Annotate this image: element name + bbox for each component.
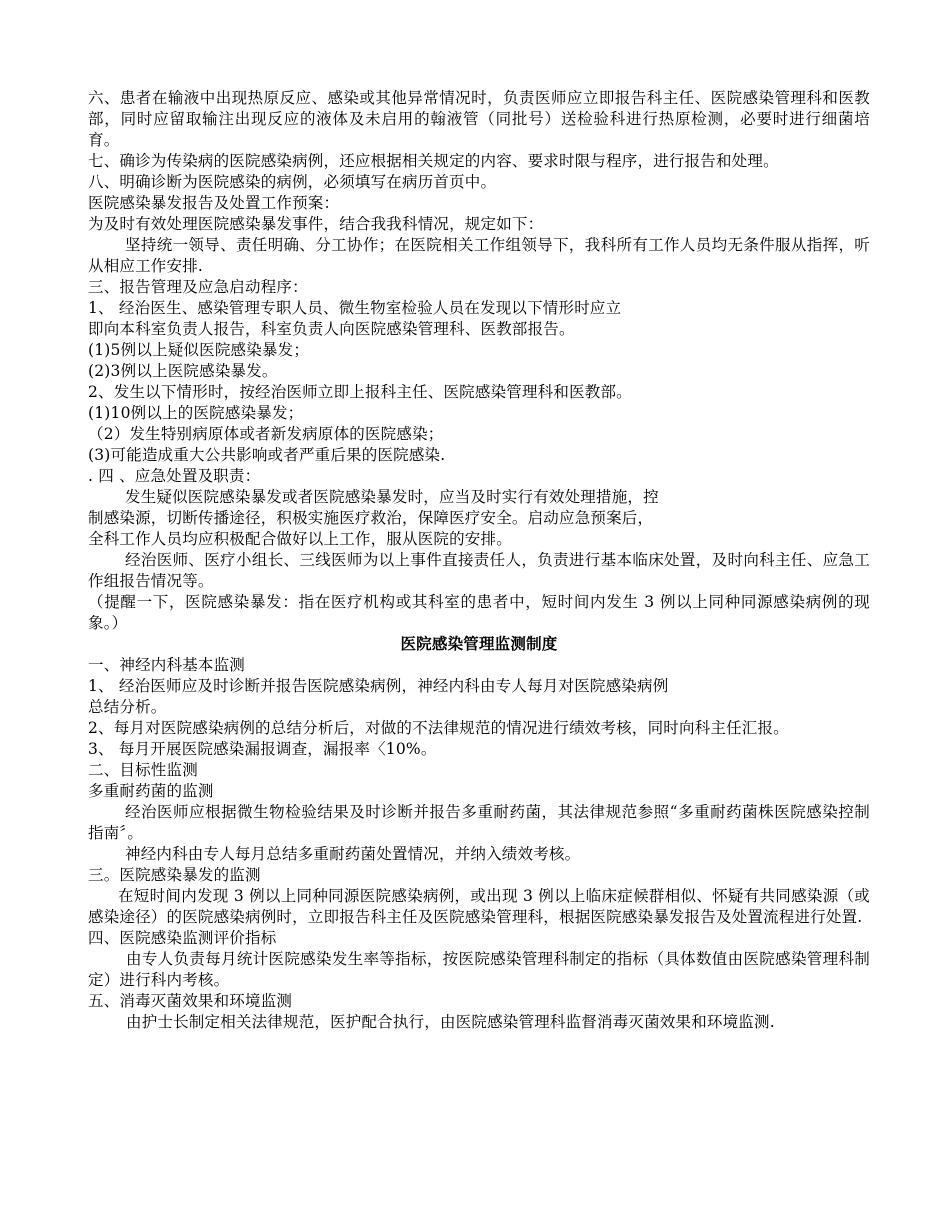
paragraph: 全科工作人员均应积极配合做好以上工作，服从医院的安排。 — [88, 530, 512, 548]
paragraph: （提醒一下，医院感染暴发：指在医疗机构或其科室的患者中，短时间内发生 3 例以上同种同源感染病例的现象。） — [88, 593, 870, 632]
paragraph: 在短时间内发现 3 例以上同种同源医院感染病例，或出现 3 例以上临床症候群相似、怀疑有共同感染源（或感染途径）的医院感染病例时，立即报告科主任及医院感染管理科，根据医院感染暴发报告及处置流程进行处置. — [88, 887, 870, 926]
paragraph: 为及时有效处理医院感染暴发事件，结合我我科情况，规定如下： — [88, 215, 544, 233]
paragraph: (2)3例以上医院感染暴发。 — [88, 362, 278, 380]
paragraph: 一、神经内科基本监测 — [88, 656, 246, 674]
paragraph: 二、目标性监测 — [88, 761, 198, 779]
paragraph: （2）发生特别病原体或者新发病原体的医院感染； — [88, 425, 444, 443]
paragraph: 三。医院感染暴发的监测 — [88, 866, 261, 884]
paragraph: 八、明确诊断为医院感染的病例，必须填写在病历首页中。 — [88, 173, 497, 191]
paragraph: 制感染源，切断传播途径，积极实施医疗救治，保障医疗安全。启动应急预案后， — [88, 509, 654, 527]
paragraph: 3、 每月开展医院感染漏报调查，漏报率〈10%。 — [88, 740, 437, 758]
paragraph: 七、确诊为传染病的医院感染病例，还应根据相关规定的内容、要求时限与程序，进行报告和处理。 — [88, 152, 779, 170]
paragraph: 发生疑似医院感染暴发或者医院感染暴发时，应当及时实行有效处理措施，控 — [125, 488, 659, 506]
paragraph: 神经内科由专人每月总结多重耐药菌处置情况，并纳入绩效考核。 — [125, 845, 581, 863]
paragraph: 由护士长制定相关法律规范，医护配合执行，由医院感染管理科监督消毒灭菌效果和环境监测. — [126, 1013, 775, 1031]
paragraph: (1)5例以上疑似医院感染暴发； — [88, 341, 310, 359]
paragraph: 2、每月对医院感染病例的总结分析后，对做的不法律规范的情况进行绩效考核，同时向科主任汇报。 — [88, 719, 789, 737]
section-title: 医院感染管理监测制度 — [400, 635, 558, 653]
paragraph: 由专人负责每月统计医院感染发生率等指标，按医院感染管理科制定的指标（具体数值由医院感染管理科制定）进行科内考核。 — [88, 950, 870, 989]
paragraph: 经治医师、医疗小组长、三线医师为以上事件直接责任人，负责进行基本临床处置，及时向科主任、应急工作组报告情况等。 — [88, 551, 870, 590]
paragraph: 即向本科室负责人报告，科室负责人向医院感染管理科、医教部报告。 — [88, 320, 575, 338]
paragraph: . 四 、应急处置及职责： — [88, 467, 261, 485]
paragraph: 四、医院感染监测评价指标 — [88, 929, 277, 947]
paragraph: 1、 经治医师应及时诊断并报告医院感染病例，神经内科由专人每月对医院感染病例 — [88, 677, 669, 695]
paragraph: (3)可能造成重大公共影响或者严重后果的医院感染. — [88, 446, 446, 464]
paragraph: 1、 经治医生、感染管理专职人员、微生物室检验人员在发现以下情形时应立 — [88, 299, 622, 317]
paragraph: 三、报告管理及应急启动程序： — [88, 278, 308, 296]
paragraph: 总结分析。 — [88, 698, 167, 716]
paragraph: (1)10例以上的医院感染暴发； — [88, 404, 304, 422]
paragraph: 医院感染暴发报告及处置工作预案： — [88, 194, 340, 212]
paragraph: 经治医师应根据微生物检验结果及时诊断并报告多重耐药菌，其法律规范参照“多重耐药菌株医院感染控制指南〞。 — [88, 803, 870, 842]
document-body — [88, 88, 870, 1033]
paragraph: 多重耐药菌的监测 — [88, 782, 214, 800]
paragraph: 2、发生以下情形时，按经治医师立即上报科主任、医院感染管理科和医教部。 — [88, 383, 632, 401]
paragraph: 六、患者在输液中出现热原反应、感染或其他异常情况时，负责医师应立即报告科主任、医院感染管理科和医教部，同时应留取输注出现反应的液体及未启用的翰液管（同批号）送检验科进行热原检测，必要时进行细菌培育。 — [88, 89, 870, 149]
paragraph: 坚持统一领导、责任明确、分工协作；在医院相关工作组领导下，我科所有工作人员均无条件服从指挥，听从相应工作安排. — [88, 236, 870, 275]
paragraph: 五、消毒灭菌效果和环境监测 — [88, 992, 293, 1010]
